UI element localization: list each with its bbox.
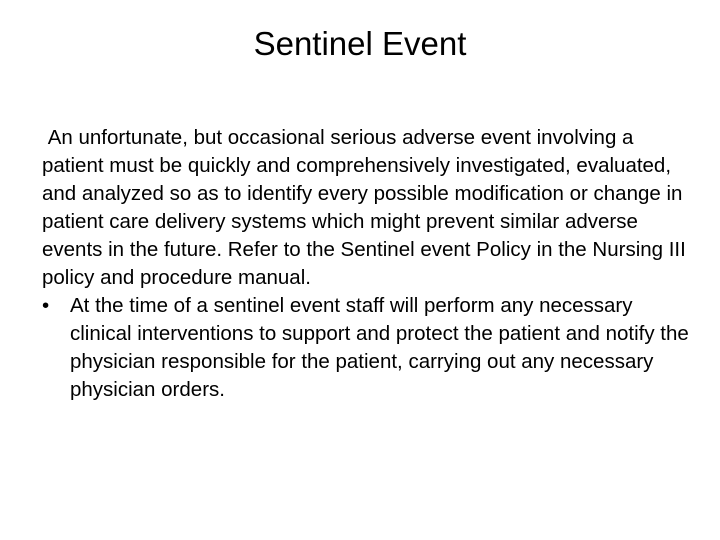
bullet-list: [42, 292, 692, 404]
bullet-item: [42, 292, 692, 404]
bullet-text: At the time of a sentinel event staff will perform any necessary clinical interventions to support and protect the patient and notify the physician responsible for the patient, carrying out any necessary physician orders.: [70, 294, 689, 401]
slide-title: Sentinel Event: [253, 25, 467, 62]
slide-body: [42, 124, 692, 404]
bullet-dot-icon: •: [42, 294, 50, 317]
intro-paragraph: An unfortunate, but occasional serious adverse event involving a patient must be quickly and comprehensively investigated, evaluated, and analyzed so as to identify every possible modification or change in patient care delivery systems which might prevent similar adverse events in the future. Refer to the Sentinel event Policy in the Nursing III policy and procedure manual.: [42, 126, 692, 289]
